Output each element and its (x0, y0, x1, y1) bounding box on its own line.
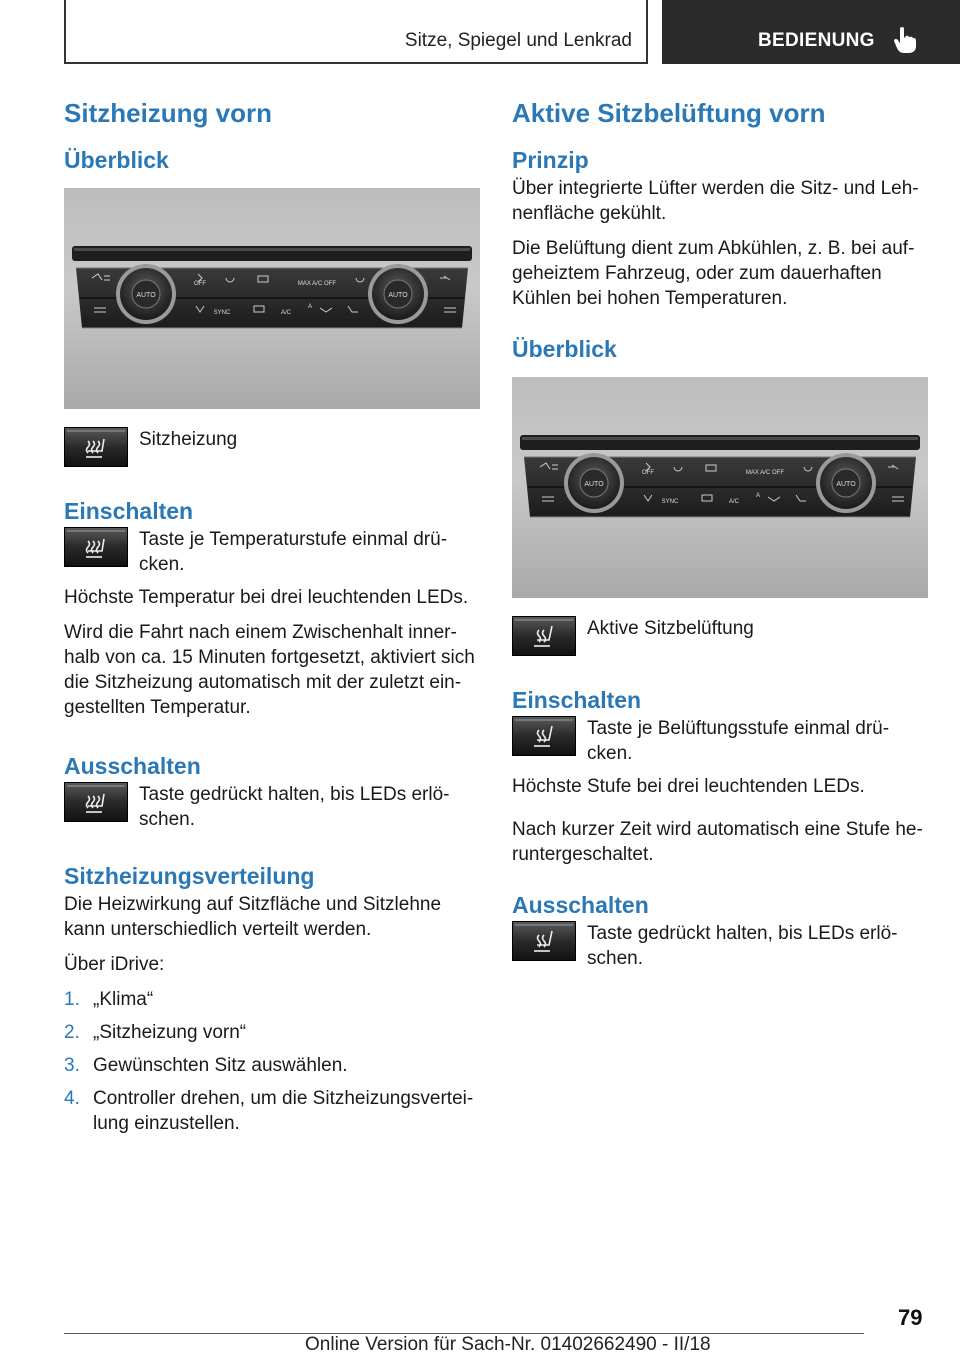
panel-auto-label-left: AUTO (584, 481, 604, 488)
switch-on-text-1: Höchste Stufe bei drei leuchtenden LEDs. (512, 776, 865, 797)
right-column (512, 98, 928, 979)
seat-ventilation-icon (512, 616, 576, 656)
distribution-heading: Sitzheizungsverteilung (64, 863, 315, 889)
panel-off-label-2: OFF (772, 470, 784, 476)
panel-max-ac-label: MAX A/C (297, 281, 323, 287)
switch-on-heading: Einschalten (64, 498, 194, 524)
switch-off-row (512, 921, 928, 971)
principle-text-2: Die Belüftung dient zum Abkühlen, z. B. bei auf-geheiztem Fahrzeug, oder zum dauerhaften Kühlen bei hohen Temperaturen. (512, 238, 915, 309)
left-column (64, 98, 480, 1144)
panel-max-ac-label: MAX A/C (745, 470, 771, 476)
header-chapter-box (64, 0, 648, 64)
panel-off-label-1: OFF (194, 281, 206, 287)
switch-off-heading: Ausschalten (512, 892, 649, 918)
switch-on-heading: Einschalten (512, 687, 642, 713)
page-number: 79 (898, 1305, 923, 1330)
panel-auto-label-left: AUTO (136, 292, 156, 299)
switch-on-step: Taste je Belüftungsstufe einmal drü-cken. (587, 718, 890, 764)
list-item: 1. „Klima“ (64, 989, 154, 1010)
panel-ac-label: A/C (728, 499, 740, 505)
list-item: 4. Controller drehen, um die Sitzheizungsvertei-lung einzustellen. (64, 1088, 474, 1134)
switch-on-text-1: Höchste Temperatur bei drei leuchtenden LEDs. (64, 587, 469, 608)
list-item: 3. Gewünschten Sitz auswählen. (64, 1055, 348, 1076)
overview-heading: Überblick (512, 336, 617, 362)
idrive-steps (64, 987, 480, 1136)
seat-ventilation-button-label: Aktive Sitzbelüftung (587, 618, 754, 639)
distribution-text-1: Die Heizwirkung auf Sitzfläche und Sitzlehne kann unterschiedlich verteilt werden. (64, 894, 442, 940)
header-section-box (662, 0, 960, 64)
switch-off-step: Taste gedrückt halten, bis LEDs erlö-schen. (139, 784, 450, 830)
panel-sync-label: SYNC (213, 310, 231, 316)
panel-auto-label-right: AUTO (388, 292, 408, 299)
seat-ventilation-title: Aktive Sitzbelüftung vorn (512, 98, 826, 128)
climate-control-panel-photo (64, 188, 480, 409)
panel-sync-label: SYNC (661, 499, 679, 505)
panel-ac-label: A/C (280, 310, 292, 316)
switch-on-row (64, 527, 480, 577)
switch-off-step: Taste gedrückt halten, bis LEDs erlö-schen. (587, 923, 898, 969)
switch-off-heading: Ausschalten (64, 753, 201, 779)
panel-auto-label-right: AUTO (836, 481, 856, 488)
seat-heating-icon (64, 427, 128, 467)
seat-heating-icon (64, 782, 128, 822)
section-label: BEDIENUNG (758, 30, 875, 51)
seat-heating-title: Sitzheizung vorn (64, 98, 272, 128)
panel-off-label-2: OFF (324, 281, 336, 287)
switch-on-text-2: Nach kurzer Zeit wird automatisch eine Stufe he-runtergeschaltet. (512, 819, 923, 865)
seat-ventilation-icon (512, 921, 576, 961)
switch-on-row (512, 716, 928, 766)
principle-heading: Prinzip (512, 147, 589, 173)
seat-ventilation-button-row (512, 616, 928, 656)
overview-heading: Überblick (64, 147, 169, 173)
chapter-title: Sitze, Spiegel und Lenkrad (404, 30, 632, 51)
climate-control-panel-photo (512, 377, 928, 598)
list-item: 2. „Sitzheizung vorn“ (64, 1022, 247, 1043)
switch-off-row (64, 782, 480, 832)
seat-ventilation-icon (512, 716, 576, 756)
switch-on-text-2: Wird die Fahrt nach einem Zwischenhalt inner-halb von ca. 15 Minuten fortgesetzt, aktiviert sich die Sitzheizung automatisch mit der zuletzt ein-gestellten Temperatur. (64, 622, 475, 718)
pointing-hand-icon (892, 26, 918, 54)
principle-text-1: Über integrierte Lüfter werden die Sitz- und Leh-nenfläche gekühlt. (512, 178, 919, 224)
panel-a-label: A (755, 493, 761, 499)
distribution-text-2: Über iDrive: (64, 954, 165, 975)
panel-off-label-1: OFF (642, 470, 654, 476)
seat-heating-button-label: Sitzheizung (139, 429, 238, 450)
seat-heating-icon (64, 527, 128, 567)
switch-on-step: Taste je Temperaturstufe einmal drü-cken. (139, 529, 448, 575)
seat-heating-button-row (64, 427, 480, 467)
panel-a-label: A (307, 304, 313, 310)
footer-text: Online Version für Sach-Nr. 01402662490 - II/18 (305, 1334, 711, 1355)
